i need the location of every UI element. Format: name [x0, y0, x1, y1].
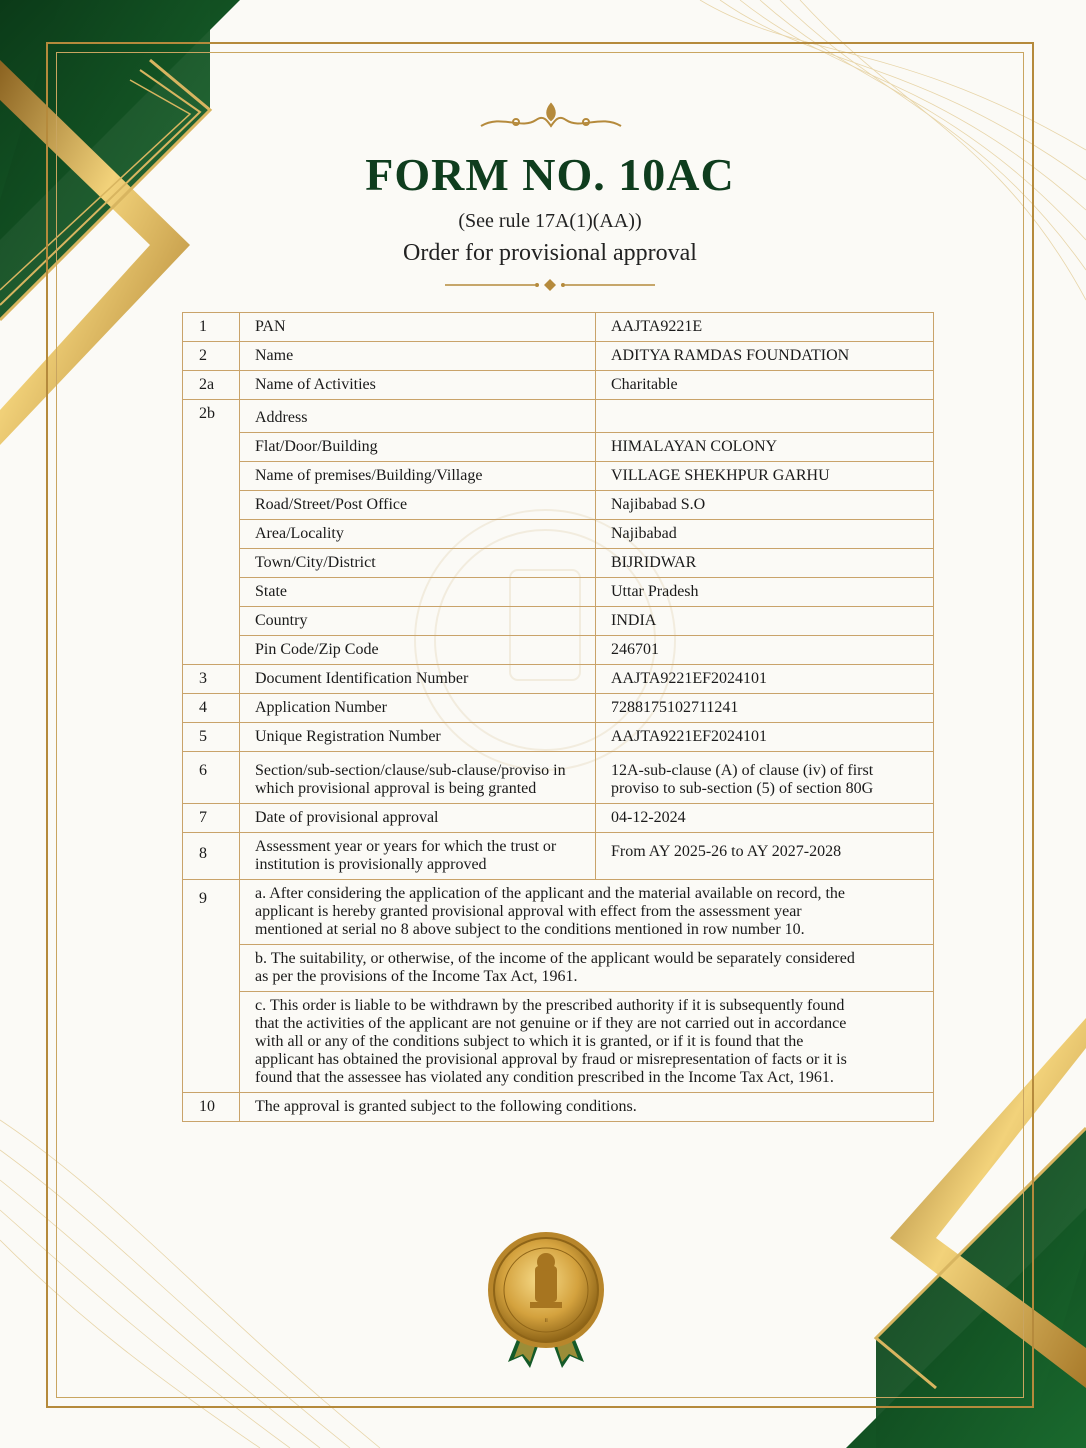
- row-label: Date of provisional approval: [240, 804, 596, 833]
- urn-value: AAJTA9221EF2024101: [596, 723, 934, 752]
- row-label: Application Number: [240, 694, 596, 723]
- address-value: Najibabad S.O: [596, 491, 934, 520]
- address-heading: Address: [240, 400, 596, 433]
- address-row: [183, 607, 934, 636]
- address-label: Area/Locality: [240, 520, 596, 549]
- address-label: Pin Code/Zip Code: [240, 636, 596, 665]
- row-number: 8: [183, 833, 240, 880]
- row-label: Section/sub-section/clause/sub-clause/proviso in which provisional approval is being granted: [240, 752, 596, 804]
- table-row: [183, 992, 934, 1093]
- divider-ornament-icon: [445, 278, 655, 292]
- row-label: PAN: [240, 313, 596, 342]
- name-value: ADITYA RAMDAS FOUNDATION: [596, 342, 934, 371]
- section-value: 12A-sub-clause (A) of clause (iv) of first proviso to sub-section (5) of section 80G: [596, 752, 934, 804]
- table-row: [183, 665, 934, 694]
- row-number: 3: [183, 665, 240, 694]
- address-row: [183, 491, 934, 520]
- row-number: 4: [183, 694, 240, 723]
- address-value: BIJRIDWAR: [596, 549, 934, 578]
- din-value: AAJTA9221EF2024101: [596, 665, 934, 694]
- address-value: Uttar Pradesh: [596, 578, 934, 607]
- row-label: Name of Activities: [240, 371, 596, 400]
- approval-date-value: 04-12-2024: [596, 804, 934, 833]
- table-row: [183, 694, 934, 723]
- form-title: FORM NO. 10AC: [365, 149, 735, 200]
- flourish-ornament-icon: [476, 100, 626, 136]
- row-number: 9: [183, 880, 240, 1093]
- activities-value: Charitable: [596, 371, 934, 400]
- pan-value: AAJTA9221E: [596, 313, 934, 342]
- row-number: 2: [183, 342, 240, 371]
- address-row: [183, 549, 934, 578]
- table-row: [183, 313, 934, 342]
- address-label: Name of premises/Building/Village: [240, 462, 596, 491]
- address-row: [183, 462, 934, 491]
- row-number: 2b: [183, 400, 240, 665]
- table-row: [183, 342, 934, 371]
- gold-emblem-seal-icon: [486, 1232, 606, 1372]
- rule-reference: (See rule 17A(1)(AA)): [458, 210, 642, 232]
- table-row: [183, 723, 934, 752]
- table-row: [183, 752, 934, 804]
- assessment-year-value: From AY 2025-26 to AY 2027-2028: [596, 833, 934, 880]
- row-label: The approval is granted subject to the following conditions.: [240, 1093, 934, 1122]
- address-value: VILLAGE SHEKHPUR GARHU: [596, 462, 934, 491]
- address-row: [183, 520, 934, 549]
- row-number: 5: [183, 723, 240, 752]
- table-row: [183, 400, 934, 433]
- row-label: Assessment year or years for which the trust or institution is provisionally approved: [240, 833, 596, 880]
- address-label: Road/Street/Post Office: [240, 491, 596, 520]
- approval-details-table: [182, 312, 934, 1122]
- address-value: 246701: [596, 636, 934, 665]
- row-label: Name: [240, 342, 596, 371]
- row-label: Unique Registration Number: [240, 723, 596, 752]
- row-number: 1: [183, 313, 240, 342]
- address-row: [183, 578, 934, 607]
- address-heading-value: [596, 400, 934, 433]
- table-row: [183, 833, 934, 880]
- row-number: 10: [183, 1093, 240, 1122]
- condition-c: c. This order is liable to be withdrawn by the prescribed authority if it is subsequently found that the activities of the applicant are not genuine or if they are not carried out in accordance with all or any of the conditions subject to which it is granted, or if it is found that the applicant has obtained the provisional approval by fraud or misrepresentation of facts or it is found that the assessee has violated any condition prescribed in the Income Tax Act, 1961.: [240, 992, 934, 1093]
- table-row: [183, 945, 934, 992]
- table-row: [183, 1093, 934, 1122]
- row-number: 6: [183, 752, 240, 804]
- row-label: Document Identification Number: [240, 665, 596, 694]
- address-value: Najibabad: [596, 520, 934, 549]
- address-row: [183, 433, 934, 462]
- condition-a: a. After considering the application of the applicant and the material available on record, the applicant is hereby granted provisional approval with effect from the assessment year mentioned at serial no 8 above subject to the conditions mentioned in row number 10.: [240, 880, 934, 945]
- address-label: Country: [240, 607, 596, 636]
- address-label: State: [240, 578, 596, 607]
- row-number: 7: [183, 804, 240, 833]
- table-row: [183, 371, 934, 400]
- address-value: INDIA: [596, 607, 934, 636]
- form-subtitle: Order for provisional approval: [403, 240, 697, 266]
- row-number: 2a: [183, 371, 240, 400]
- condition-b: b. The suitability, or otherwise, of the income of the applicant would be separately considered as per the provisions of the Income Tax Act, 1961.: [240, 945, 934, 992]
- address-label: Town/City/District: [240, 549, 596, 578]
- application-number-value: 7288175102711241: [596, 694, 934, 723]
- address-label: Flat/Door/Building: [240, 433, 596, 462]
- svg-text:॥: ॥: [544, 1318, 548, 1324]
- address-value: HIMALAYAN COLONY: [596, 433, 934, 462]
- address-row: [183, 636, 934, 665]
- table-row: [183, 880, 934, 945]
- table-row: [183, 804, 934, 833]
